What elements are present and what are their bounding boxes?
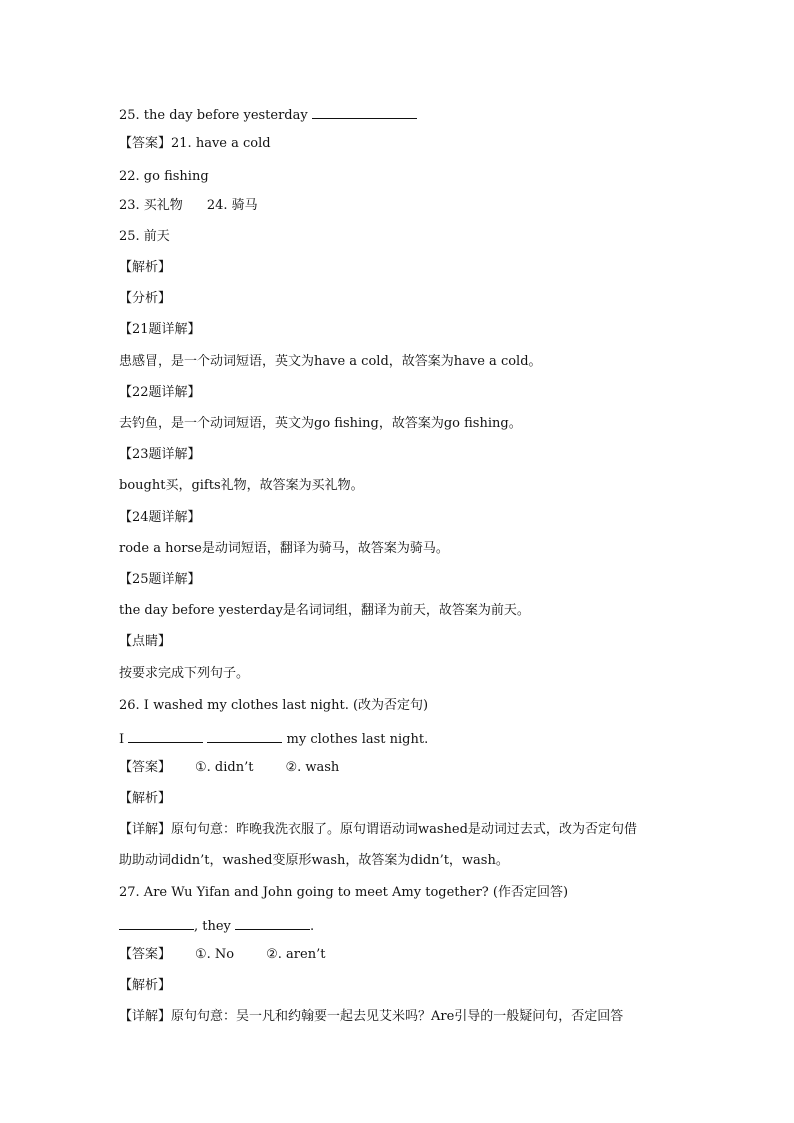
question-25 (119, 106, 417, 125)
detail-26-line-1: 【详解】原句句意：昨晚我洗衣服了。原句谓语动词washed是动词过去式，改为否定句借 (119, 822, 637, 837)
answer-line (119, 135, 271, 153)
fill-mid-text: , they (194, 919, 236, 934)
answer-22: 22. go fishing (119, 169, 209, 184)
answer-26-1: ①. didn’t (195, 760, 254, 775)
dianjing-heading: 【点睛】 (119, 634, 172, 649)
detail-27-line-1: 【详解】原句句意：吴一凡和约翰要一起去见艾米吗？Are引导的一般疑问句，否定回答 (119, 1009, 624, 1024)
fill-end-text: . (310, 919, 315, 934)
answer-27-1: ①. No (195, 947, 235, 962)
fill-start-text: I (119, 732, 129, 747)
detail-22-heading: 【22题详解】 (119, 385, 201, 400)
question-27: 27. Are Wu Yifan and John going to meet Amy together? (作否定回答) (119, 885, 569, 900)
blank-2 (207, 730, 282, 743)
analysis-heading: 【解析】 (119, 260, 172, 275)
analysis-27-heading: 【解析】 (119, 978, 172, 993)
detail-21-heading: 【21题详解】 (119, 322, 201, 337)
fill-end-text: my clothes last night. (282, 732, 429, 747)
detail-25-text: the day before yesterday是名词词组，翻译为前天，故答案为前天。 (119, 603, 530, 618)
blank-2 (235, 917, 310, 930)
question-27-fill (119, 917, 314, 936)
answer-25: 25. 前天 (119, 229, 170, 244)
section-instruction: 按要求完成下列句子。 (119, 666, 250, 681)
answer-label: 【答案】 (119, 136, 172, 151)
answer-23: 23. 买礼物 (119, 198, 183, 213)
question-26-fill (119, 730, 428, 749)
answer-26-2: ②. wash (285, 760, 340, 775)
question-25-text: 25. the day before yesterday (119, 108, 312, 123)
answer-26-line (119, 759, 339, 777)
fenxi-heading: 【分析】 (119, 291, 172, 306)
detail-23-text: bought买，gifts礼物，故答案为买礼物。 (119, 478, 364, 493)
detail-22-text: 去钓鱼，是一个动词短语，英文为go fishing，故答案为go fishing。 (119, 416, 522, 431)
detail-24-text: rode a horse是动词短语，翻译为骑马，故答案为骑马。 (119, 541, 449, 556)
answer-24: 24. 骑马 (206, 198, 258, 213)
detail-25-heading: 【25题详解】 (119, 572, 201, 587)
detail-24-heading: 【24题详解】 (119, 510, 201, 525)
answer-label: 【答案】 (119, 760, 172, 775)
detail-26-line-2: 助助动词didn’t，washed变原形wash，故答案为didn’t，wash。 (119, 853, 509, 868)
answer-27-2: ②. aren’t (266, 947, 326, 962)
blank-1 (119, 917, 194, 930)
blank-1 (128, 730, 203, 743)
analysis-26-heading: 【解析】 (119, 791, 172, 806)
question-26: 26. I washed my clothes last night. (改为否定句) (119, 698, 429, 713)
answer-23-24-line (119, 197, 258, 215)
answer-blank (312, 106, 417, 119)
answer-27-line (119, 946, 325, 964)
answer-21: 21. have a cold (171, 136, 271, 151)
answer-label: 【答案】 (119, 947, 172, 962)
detail-23-heading: 【23题详解】 (119, 447, 201, 462)
detail-21-text: 患感冒，是一个动词短语，英文为have a cold，故答案为have a cold。 (119, 354, 542, 369)
